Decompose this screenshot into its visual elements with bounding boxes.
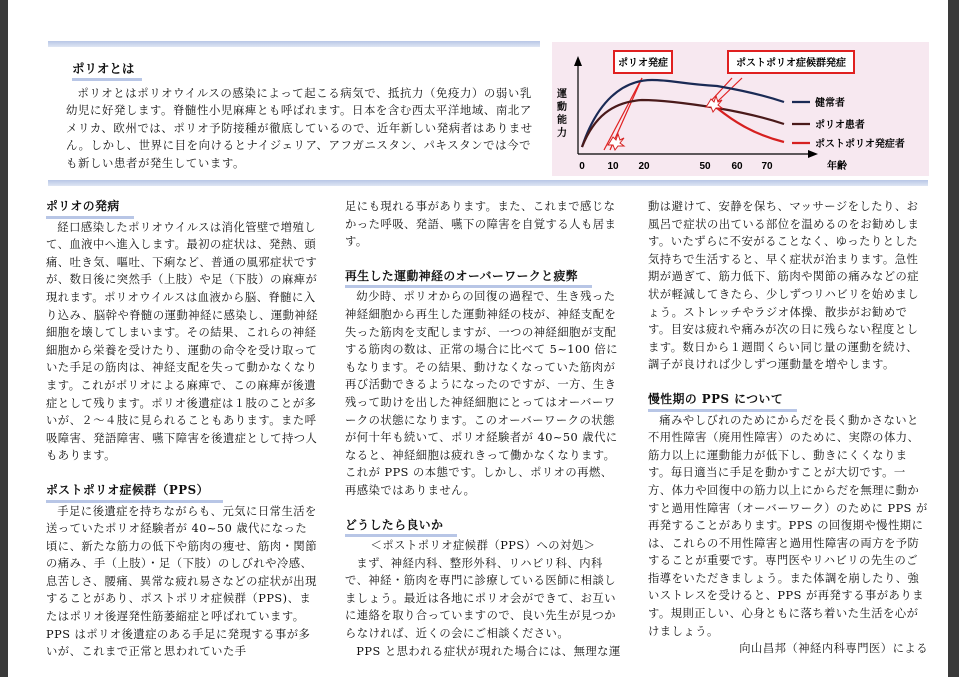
section-pps-title: ポストポリオ症候群（PPS）	[46, 482, 223, 503]
page	[8, 0, 948, 677]
x-axis-label: 年齢	[827, 161, 847, 172]
intro-text: ポリオとはポリオウイルスの感染によって起こる病気で、抵抗力（免疫力）の弱い乳幼児に好発します。脊髄性小児麻痺とも呼ばれます。日本を含む西太平洋地域、南北アメリカ、欧州では、ポリオ予防接種が徹底しているので、近年新しい発病者はありません。しかし、世界に目を向けるとナイジェリア、アフガニスタン、パキスタンでは今でも新しい患者が発生しています。	[66, 86, 533, 170]
callout-pps-label: ポストポリオ症候群発症	[736, 58, 846, 69]
section-what-to-do-text: まず、神経内科、整形外科、リハビリ科、内科で、神経・筋肉を専門に診療している医師に相談しましょう。最近は各地にポリオ会ができて、お互いに連絡を取り合っていますので、良い先生が見つからなければ、近くの会にご相談ください。	[345, 556, 617, 641]
series-pps-line	[717, 108, 784, 142]
section-what-to-do-subtitle: ＜ポストポリオ症候群（PPS）への対処＞	[370, 539, 596, 553]
y-label-3: 能	[557, 115, 567, 126]
x-tick-70: 70	[761, 161, 773, 172]
column-2	[345, 198, 621, 660]
section-polio-onset-title: ポリオの発病	[46, 198, 134, 219]
x-tick-50: 50	[699, 161, 711, 172]
x-tick-60: 60	[731, 161, 743, 172]
y-label-2: 動	[557, 102, 567, 113]
intro-title: ポリオとは	[72, 59, 142, 81]
section-overwork-text: 幼少時、ポリオからの回復の過程で、生き残った神経細胞から再生した運動神経の枝が、神経支配を失った筋肉を支配しますが、一つの神経細胞が支配する筋肉の数は、正常の場合に比べて 5~100 倍にもなります。その結果、動けなくなっていた筋肉が再び活動できるようになったのですが、一方、生き残って助けを出した神経細胞にとってはオーバーワークの状態になります。このオーバーワークの状態が何十年も続いて、ポリオ経験者が 40~50 歳代になると、神経細胞は疲れきって働かなくなります。これが PPS の本態です。しかし、ポリオの再燃、再感染ではありません。	[345, 290, 619, 497]
chart-svg	[552, 42, 929, 176]
section-treatment-continued: 動は避けて、安静を保ち、マッサージをしたり、お風呂で症状の出ている部位を温めるのをお勧めします。いたずらに不安がることなく、ゆったりとした気持ちで生活すると、早く症状が治まります。急性期が過ぎて、筋力低下、筋肉や関節の痛みなどの症状が軽減してきたら、少しずつリハビリを始めましょう。ストレッチやラジオ体操、散歩がお勧めです。目安は疲れや痛みが次の日に残らない程度とします。数日から１週間くらい同じ量の運動を続け、調子が良ければ少しずつ運動量を増やします。	[648, 200, 920, 372]
y-label-1: 運	[557, 89, 567, 100]
section-polio-onset-text: 経口感染したポリオウイルスは消化管壁で増殖して、血液中へ進入します。最初の症状は、発熱、頭痛、吐き気、嘔吐、下痢など、普通の風邪症状ですが、数日後に突然手（上肢）や足（下肢）の麻痺が現れます。ポリオウイルスは血液から脳、脊髄に入り込み、脳幹や脊髄の運動神経に感染し、運動神経細胞を壊してしまいます。その結果、これらの神経細胞から栄養を受けたり、運動の命令を受け取っていた手足の筋肉は、神経支配を失って動かなくなります。これがポリオによる麻痺で、この麻痺が後遺症として残ります。ポリオ後遺症は１肢のことが多いが、２～４肢に見られることもあります。また呼吸障害、発語障害、嚥下障害を後遺症として持つ人もあります。	[46, 220, 319, 463]
callout-onset-label: ポリオ発症	[618, 58, 668, 69]
legend-label-polio: ポリオ患者	[815, 120, 865, 131]
section-what-to-do-text-2: PPS と思われる症状が現れた場合には、無理な運	[356, 644, 621, 658]
top-rule	[48, 41, 540, 47]
section-what-to-do-title: どうしたら良いか	[345, 517, 457, 538]
intro-section	[54, 58, 542, 172]
author-credit: 向山昌邦（神経内科専門医）による	[739, 642, 928, 656]
section-chronic-title: 慢性期の PPS について	[648, 391, 797, 412]
section-chronic-text: 痛みやしびれのためにからだを長く動かさないと不用性障害（廃用性障害）のために、実際の体力、筋力以上に運動能力が低下し、動きにくくなります。毎日適当に手足を動かすことが大切です。一方、体力や回復中の筋力以上にからだを無理に動かすと過用性障害（オーバーワーク）のために PPS が再発することがあります。PPS の回復期や慢性期には、これらの不用性障害と過用性障害の両方を予防することが重要です。専門医やリハビリの先生のご指導をいただきましょう。また体調を崩したり、強いストレスを受けると、PPS が再発する事があります。規則正しい、心身ともに落ち着いた生活を心がけましょう。	[648, 413, 928, 638]
section-overwork-title: 再生した運動神経のオーバーワークと疲弊	[345, 268, 592, 289]
legend-label-healthy: 健常者	[815, 98, 845, 109]
x-tick-20: 20	[638, 161, 650, 172]
series-healthy-line	[582, 80, 784, 147]
ability-age-chart	[552, 42, 929, 176]
x-tick-0: 0	[579, 161, 585, 172]
y-axis-arrow	[574, 56, 582, 66]
section-pps-continued: 足にも現れる事があります。また、これまで感じなかった呼吸、発語、嚥下の障害を自覚する人も居ます。	[345, 200, 617, 249]
x-axis-arrow	[808, 150, 818, 158]
section-pps-text: 手足に後遺症を持ちながらも、元気に日常生活を送っていたポリオ経験者が 40~50 歳代になった頃に、新たな筋力の低下や筋肉の痩せ、筋肉・関節の痛み、手（上肢）・足（下肢）のしびれや冷感、息苦しさ、腰痛、異常な疲れ易さなどの症状が出現することがあり、ポストポリオ症候群（PPS)、またはポリオ後遅発性筋萎縮症と呼ばれています。PPS はポリオ後遺症のある手足に発現する事が多いが、これまで正常と思われていた手	[46, 504, 317, 659]
column-3	[648, 198, 928, 658]
x-tick-10: 10	[607, 161, 619, 172]
middle-rule	[48, 180, 928, 186]
y-label-4: 力	[557, 128, 567, 139]
legend-label-pps: ポストポリオ発症者	[815, 139, 905, 150]
column-1	[46, 198, 318, 661]
